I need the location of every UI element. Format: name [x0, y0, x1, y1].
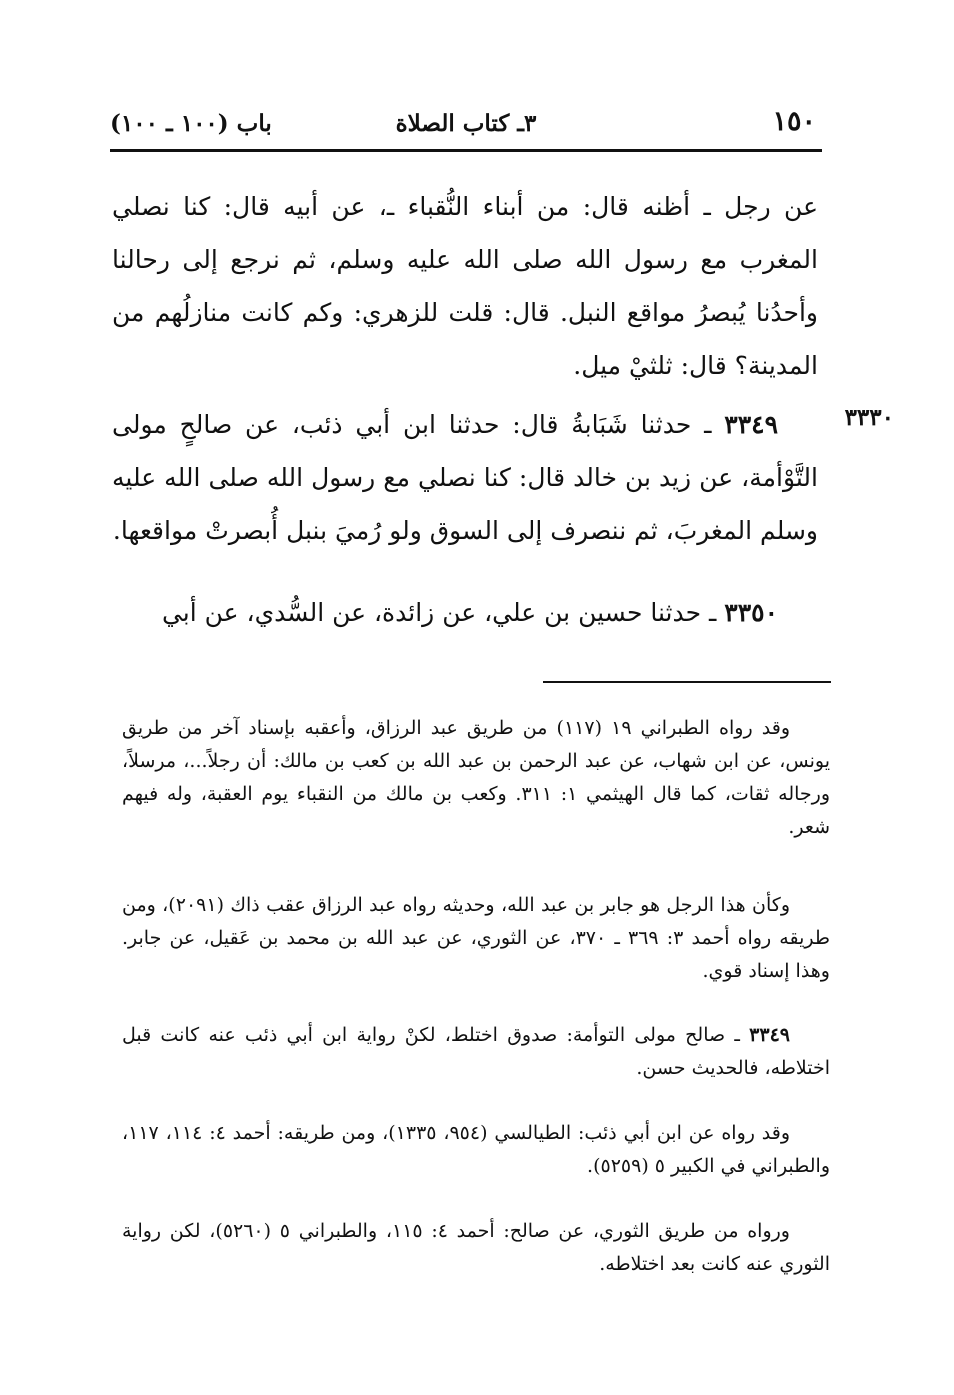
footnote-3349	[122, 1019, 830, 1085]
footnote-text: ورواه من طريق الثوري، عن صالح: أحمد ٤: ١١٥، والطبراني ٥ (٥٢٦٠)، لكن رواية الثوري عنه كانت بعد اختلاطه.	[122, 1220, 830, 1275]
hadith-3350	[112, 586, 818, 639]
hadith-number: ٣٣٥٠	[724, 598, 778, 627]
footnote-4	[122, 1117, 830, 1183]
hadith-number: ٣٣٤٩	[724, 410, 778, 439]
footnote-text: وقد رواه عن ابن أبي ذئب: الطيالسي (٩٥٤، ١٣٣٥)، ومن طريقه: أحمد ٤: ١١٤، ١١٧، والطبراني في الكبير ٥ (٥٢٥٩).	[122, 1122, 830, 1177]
footnote-1	[122, 712, 830, 844]
footnote-separator	[543, 681, 831, 683]
footnote-text: ـ صالح مولى التوأمة: صدوق اختلط، لكنْ رواية ابن أبي ذئب عنه كانت قبل اختلاطه، فالحديث حسن.	[122, 1024, 830, 1079]
hadith-continuation: عن رجل ـ أظنه قال: من أبناء النُّقباء ـ، عن أبيه قال: كنا نصلي المغرب مع رسول الله صلى الله عليه وسلم، ثم نرجع إلى رحالنا وأحدُنا يُبصرُ مواقع النبل. قال: قلت للزهري: وكم كانت منازلُهم من المدينة؟ قال: ثلثيْ ميل.	[112, 192, 818, 380]
book-title: ٣ـ كتاب الصلاة	[395, 110, 537, 137]
footnote-5	[122, 1215, 830, 1281]
running-header	[110, 106, 822, 146]
margin-reference-number: ٣٣٣٠	[844, 404, 894, 431]
chapter-label: باب (١٠٠ ـ ١٠٠)	[110, 110, 272, 137]
header-rule	[110, 149, 822, 152]
footnote-text: وكأن هذا الرجل هو جابر بن عبد الله، وحديثه رواه عبد الرزاق عقب ذاك (٢٠٩١)، ومن طريقه رواه أحمد ٣: ٣٦٩ ـ ٣٧٠، عن الثوري، عن عبد الله بن محمد بن عَقيل، عن جابر. وهذا إسناد قوي.	[122, 894, 830, 982]
footnote-hadith-number: ٣٣٤٩	[749, 1024, 790, 1046]
hadith-3349	[112, 398, 818, 557]
hadith-text: ـ حدثنا حسين بن علي، عن زائدة، عن السُّدي، عن أبي	[161, 598, 725, 627]
footnote-text: وقد رواه الطبراني ١٩ (١١٧) من طريق عبد الرزاق، وأعقبه بإسناد آخر من طريق يونس، عن ابن شهاب، عن عبد الرحمن بن عبد الله بن كعب بن مالك: أن رجلاً...، مرسلاً، ورجاله ثقات، كما قال الهيثمي ١: ٣١١. وكعب بن مالك من النقباء يوم العقبة، وله فيهم شعر.	[122, 717, 830, 838]
hadith-text: ـ حدثنا شَبَابةُ قال: حدثنا ابن أبي ذئب، عن صالحٍ مولى التَّوْأمة، عن زيد بن خالد قال: كنا نصلي مع رسول الله صلى الله عليه وسلم المغربَ، ثم ننصرف إلى السوق ولو رُميَ بنبل أُبصرتْ مواقعها.	[112, 410, 818, 545]
page-number: ١٥٠	[772, 106, 816, 137]
footnote-2	[122, 889, 830, 988]
